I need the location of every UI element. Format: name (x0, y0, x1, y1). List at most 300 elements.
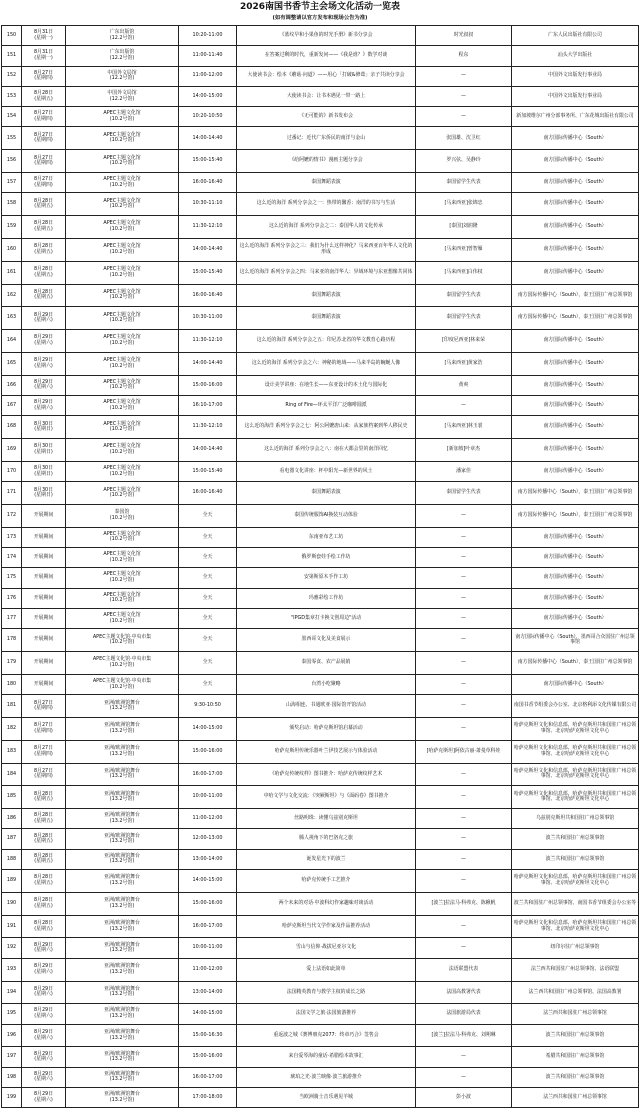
cell-guest-guest: — (461, 793, 466, 800)
cell-guest-guest: 黄爽 (458, 381, 469, 388)
cell-guest (416, 375, 512, 395)
cell-number (2, 238, 22, 261)
cell-activity-activity: 泰国舞蹈表演 (311, 178, 341, 185)
cell-time-time: 14:00-15:00 (192, 92, 223, 99)
cell-number-no: 189 (6, 877, 17, 884)
cell-venue-venue: 亚洲/欧洲馆舞台 (104, 874, 140, 881)
cell-guest-guest: — (461, 574, 466, 581)
cell-activity (237, 849, 416, 869)
cell-venue (66, 938, 179, 958)
cell-activity (237, 674, 416, 694)
cell-date-date: 8月27日 (33, 722, 54, 729)
cell-date-day: (星期六) (34, 404, 53, 411)
cell-time (179, 829, 237, 849)
cell-date (22, 26, 66, 46)
cell-time (179, 307, 237, 330)
cell-activity (237, 461, 416, 481)
cell-number-no: 199 (6, 1093, 17, 1100)
cell-time-time: 16:00-17:00 (192, 922, 223, 929)
table-row (2, 193, 639, 216)
cell-date-date: 8月29日 (33, 1050, 54, 1057)
cell-time-time: 10:20-11:00 (192, 31, 223, 38)
cell-organizer-org: 南国书香节组委会办公室、北京格利添文化传媒有限公司 (513, 702, 637, 709)
cell-activity-activity: "IPGD集章打卡换文创周边"活动 (290, 614, 362, 621)
cell-date-day: (星期四) (34, 705, 53, 712)
cell-number-no: 165 (6, 360, 17, 367)
cell-organizer (512, 238, 639, 261)
cell-activity (237, 740, 416, 763)
cell-activity-activity: 看电器文化讲座：杯中阳光—新世界的风土 (279, 467, 373, 474)
cell-venue-venue: 亚洲/欧洲馆舞台 (104, 919, 140, 926)
cell-date-date: 8月28日 (33, 197, 54, 204)
cell-guest (416, 981, 512, 1004)
cell-time (179, 1047, 237, 1067)
cell-date (22, 261, 66, 284)
cell-number-no: 153 (6, 92, 17, 99)
cell-date-date: 8月27日 (33, 699, 54, 706)
cell-date (22, 66, 66, 86)
cell-time (179, 809, 237, 829)
cell-organizer-org: 广东人民出版社有限公司 (548, 31, 602, 38)
cell-venue-venue: APEC主题文化馆 (103, 110, 141, 117)
cell-date-date: 8月30日 (33, 420, 54, 427)
cell-number (2, 261, 22, 284)
table-row (2, 740, 639, 763)
table-row (2, 396, 639, 416)
cell-time-time: 14:00-14:40 (192, 134, 223, 141)
cell-guest (416, 482, 512, 505)
cell-guest (416, 505, 512, 528)
cell-date-day: (星期五) (34, 858, 53, 865)
cell-time-time: 15:00-16:00 (192, 747, 223, 754)
cell-venue-venue: 亚洲/欧洲馆舞台 (104, 897, 140, 904)
cell-venue-hall: (10.2号馆) (109, 514, 135, 521)
cell-activity-activity: 《哈萨克传统纹样》图书推介：哈萨克传统纹样艺术 (269, 770, 383, 777)
cell-activity-activity: 这么近的海洋 系列分享会之五：印尼苏北省的华文教育心路历程 (256, 337, 396, 344)
table-row (2, 1004, 639, 1024)
cell-activity (237, 396, 416, 416)
cell-venue-hall: (13.2号馆) (109, 1013, 135, 1019)
cell-venue (66, 568, 179, 588)
cell-organizer-org: 哈萨克斯坦文化和信息部、哈萨克斯坦共和国驻广州总领事馆、北京哈萨克斯坦文化中心 (513, 745, 637, 757)
cell-time (179, 216, 237, 239)
cell-date-day: (星期六) (34, 340, 53, 347)
table-row (2, 330, 639, 353)
cell-date-day: (星期六) (34, 1034, 53, 1041)
cell-guest-guest: — (461, 770, 466, 777)
cell-guest (416, 261, 512, 284)
cell-organizer-org: 汕头大学出版社 (557, 52, 593, 59)
cell-venue-venue: APEC主题文化馆 (103, 288, 141, 295)
cell-guest (416, 216, 512, 239)
cell-time (179, 652, 237, 675)
table-row (2, 695, 639, 718)
cell-time-time: 10:00-11:00 (192, 793, 223, 800)
cell-venue-hall: (13.2号馆) (109, 705, 135, 712)
cell-venue (66, 284, 179, 307)
cell-guest-guest: 泰国留学生代表 (446, 314, 481, 321)
cell-date-day: (星期六) (34, 362, 53, 369)
cell-activity (237, 86, 416, 106)
cell-activity-activity: 哈萨克斯坦当代文学作家及作品推荐活动 (281, 922, 371, 929)
cell-guest-guest: — (461, 725, 466, 732)
cell-number (2, 330, 22, 353)
cell-activity (237, 763, 416, 786)
cell-activity (237, 695, 416, 718)
cell-venue (66, 505, 179, 528)
cell-activity-activity: 《无可能的》新书发布会 (299, 113, 353, 120)
cell-venue-hall: (12.2号馆) (109, 34, 135, 41)
cell-time-time: 16:00-16:40 (192, 291, 223, 298)
cell-date-date: 8月29日 (33, 1070, 54, 1077)
cell-venue (66, 829, 179, 849)
cell-venue-hall: (10.2号馆) (109, 492, 135, 499)
cell-guest-guest: [泰国]刘润隆 (449, 223, 478, 230)
table-row (2, 46, 639, 66)
cell-guest (416, 26, 512, 46)
cell-guest (416, 1024, 512, 1047)
cell-date (22, 439, 66, 462)
cell-organizer (512, 261, 639, 284)
cell-time (179, 786, 237, 809)
cell-activity (237, 107, 416, 127)
cell-number (2, 674, 22, 694)
cell-date-date: 8月29日 (33, 963, 54, 970)
cell-number-no: 176 (6, 594, 17, 601)
cell-venue (66, 958, 179, 981)
cell-activity (237, 216, 416, 239)
cell-guest (416, 629, 512, 652)
cell-organizer (512, 216, 639, 239)
cell-venue (66, 173, 179, 193)
cell-number (2, 892, 22, 915)
cell-venue (66, 46, 179, 66)
cell-number (2, 193, 22, 216)
cell-venue (66, 127, 179, 150)
cell-venue-venue: APEC主题文化馆 (103, 131, 141, 138)
cell-venue (66, 1047, 179, 1067)
cell-date-date: 8月27日 (33, 110, 54, 117)
cell-organizer-org: 南方国际传播中心（South） (543, 246, 607, 253)
cell-date (22, 981, 66, 1004)
cell-time (179, 718, 237, 741)
cell-date-day: (星期四) (34, 160, 53, 167)
cell-number-no: 164 (6, 337, 17, 344)
cell-venue-hall: (10.2号馆) (109, 160, 135, 167)
cell-time-time: 全天 (202, 636, 213, 643)
cell-time (179, 66, 237, 86)
cell-number-no: 179 (6, 659, 17, 666)
cell-activity-activity: 俄罗斯套娃手绘工作坊 (301, 553, 351, 560)
cell-organizer (512, 548, 639, 568)
cell-activity-activity: 东南亚布艺工坊 (308, 533, 344, 540)
cell-organizer (512, 892, 639, 915)
cell-activity-activity: 重返波之城《赛博朋克2077：终章巧合》签售会 (273, 1031, 379, 1038)
cell-time (179, 396, 237, 416)
table-row (2, 26, 639, 46)
cell-organizer (512, 958, 639, 981)
cell-activity (237, 1088, 416, 1108)
cell-guest (416, 786, 512, 809)
cell-number (2, 829, 22, 849)
cell-time-time: 11:30-12:10 (192, 337, 223, 344)
cell-venue (66, 66, 179, 86)
cell-guest (416, 439, 512, 462)
cell-date-day: (星期五) (34, 925, 53, 932)
cell-venue-hall: (13.2号馆) (109, 727, 135, 734)
cell-guest-guest: 罗兴弦、吴静玲 (446, 157, 481, 164)
cell-date-date: 8月31日 (33, 49, 54, 56)
cell-date-day: (星期六) (34, 1056, 53, 1063)
cell-venue (66, 150, 179, 173)
cell-date-date: 8月30日 (33, 464, 54, 471)
cell-activity (237, 1004, 416, 1024)
cell-date (22, 763, 66, 786)
cell-guest-guest: — (461, 835, 466, 842)
cell-date-day: (星期四) (34, 773, 53, 780)
cell-venue-venue: APEC主题文化馆·中央市集 (92, 656, 152, 663)
cell-number (2, 809, 22, 829)
cell-organizer-org: 新加坡维尔广州分部事务所、广东花城出版社有限公司 (516, 113, 634, 120)
cell-venue-venue: 亚洲/欧洲馆舞台 (104, 1070, 140, 1077)
cell-organizer-org: 南方国际传播中心（South） (543, 223, 607, 230)
cell-venue-hall: (13.2号馆) (109, 773, 135, 780)
cell-venue (66, 809, 179, 829)
cell-date (22, 86, 66, 106)
cell-date-date: 8月28日 (33, 266, 54, 273)
cell-venue (66, 439, 179, 462)
table-row (2, 482, 639, 505)
cell-organizer-org: 南方国际传播中心（South） (543, 574, 607, 581)
cell-time-time: 全天 (202, 659, 213, 666)
cell-guest (416, 849, 512, 869)
cell-time (179, 588, 237, 608)
cell-venue-venue: APEC主题文化馆 (103, 612, 141, 619)
cell-guest-guest: — (461, 944, 466, 951)
cell-time-time: 14:00-15:00 (192, 725, 223, 732)
cell-date-date: 8月29日 (33, 311, 54, 318)
cell-time-time: 全天 (202, 574, 213, 581)
cell-time-time: 10:30-11:10 (192, 200, 223, 207)
cell-date (22, 829, 66, 849)
cell-number-no: 167 (6, 401, 17, 408)
cell-number-no: 159 (6, 223, 17, 230)
cell-guest (416, 870, 512, 893)
cell-date (22, 375, 66, 395)
cell-date (22, 740, 66, 763)
cell-time-time: 全天 (202, 553, 213, 560)
cell-guest (416, 527, 512, 547)
cell-activity-activity: 这么近的海洋 系列分享会之四：马来亚的南洋华人：异域环境与东亚想像共同体 (239, 268, 413, 275)
cell-number-no: 194 (6, 988, 17, 995)
cell-date-day: (星期四) (34, 727, 53, 734)
cell-number-no: 196 (6, 1031, 17, 1038)
cell-time-time: 17:00-18:00 (192, 1093, 223, 1100)
cell-guest-guest: 程东 (458, 52, 469, 59)
cell-activity (237, 66, 416, 86)
cell-activity (237, 1047, 416, 1067)
cell-activity-activity: 哈萨克传统手工艺推介 (301, 877, 351, 884)
cell-number-no: 154 (6, 113, 17, 120)
cell-date (22, 416, 66, 439)
cell-number-no: 169 (6, 446, 17, 453)
cell-guest-guest: 时光叔叔 (453, 31, 474, 38)
cell-number-no: 190 (6, 899, 17, 906)
cell-activity-activity: 大使读书会：让书本遇见一带一路上 (286, 92, 366, 99)
cell-date (22, 958, 66, 981)
cell-guest (416, 461, 512, 481)
cell-venue-venue: 泰国馆 (114, 509, 130, 516)
cell-number-no: 152 (6, 72, 17, 79)
table-row (2, 870, 639, 893)
cell-time-time: 14:00-14:40 (192, 360, 223, 367)
cell-activity-activity: 泰国零食、农产品展销 (301, 659, 351, 666)
cell-venue (66, 1088, 179, 1108)
cell-guest (416, 66, 512, 86)
cell-guest-guest: 泰国留学生代表 (446, 489, 481, 496)
cell-venue-venue: APEC主题文化馆 (103, 464, 141, 471)
cell-venue (66, 86, 179, 106)
cell-venue (66, 396, 179, 416)
cell-time (179, 505, 237, 528)
cell-time-time: 13:00-14:00 (192, 855, 223, 862)
cell-date-date: 8月28日 (33, 832, 54, 839)
cell-venue-venue: APEC主题文化馆 (103, 378, 141, 385)
cell-number-no: 193 (6, 965, 17, 972)
cell-guest-guest: 泰国留学生代表 (446, 178, 481, 185)
cell-venue (66, 1024, 179, 1047)
cell-organizer-org: 南方国际传播中心（South） (543, 467, 607, 474)
cell-activity (237, 958, 416, 981)
cell-guest-guest: — (461, 855, 466, 862)
cell-time-time: 11:00-12:00 (192, 72, 223, 79)
cell-guest-guest: — (461, 702, 466, 709)
cell-date-day: (星期六) (34, 1076, 53, 1083)
cell-venue (66, 261, 179, 284)
table-row (2, 461, 639, 481)
cell-number (2, 216, 22, 239)
cell-organizer (512, 150, 639, 173)
cell-organizer (512, 482, 639, 505)
cell-venue-hall: (10.2号馆) (109, 426, 135, 433)
cell-number (2, 958, 22, 981)
cell-time-time: 9:30-10:50 (194, 702, 221, 709)
cell-date-date: 8月28日 (33, 243, 54, 250)
cell-number-no: 195 (6, 1010, 17, 1017)
cell-date-date: 8月29日 (33, 399, 54, 406)
cell-number (2, 107, 22, 127)
cell-venue-venue: 亚洲/欧洲馆舞台 (104, 812, 140, 819)
cell-organizer-org: 南方国际传播中心（South），泰王国驻广州总领事馆 (517, 659, 633, 666)
cell-date-day: (星期四) (34, 137, 53, 144)
cell-number-no: 184 (6, 770, 17, 777)
cell-guest-guest: [哈萨克斯坦]阿依古丽·萧曼草科娃 (426, 747, 501, 754)
cell-date (22, 238, 66, 261)
cell-venue (66, 763, 179, 786)
cell-number (2, 629, 22, 652)
table-row (2, 588, 639, 608)
cell-guest-guest: 泰国留学生代表 (446, 291, 481, 298)
cell-date-date: 8月31日 (33, 29, 54, 36)
cell-activity (237, 829, 416, 849)
cell-time-time: 全天 (202, 533, 213, 540)
cell-activity (237, 568, 416, 588)
cell-number-no: 187 (6, 835, 17, 842)
cell-guest (416, 548, 512, 568)
cell-date-date: 8月28日 (33, 220, 54, 227)
cell-number (2, 416, 22, 439)
cell-number-no: 155 (6, 134, 17, 141)
cell-activity-activity: 墨西哥文化及美食展示 (301, 636, 351, 643)
cell-number (2, 1088, 22, 1108)
cell-time (179, 284, 237, 307)
cell-date-date: 开展期间 (33, 594, 54, 601)
cell-venue-venue: 亚洲/欧洲馆舞台 (104, 790, 140, 797)
table-row (2, 375, 639, 395)
cell-venue-hall: (10.2号馆) (109, 203, 135, 210)
cell-date-day: (星期六) (34, 1013, 53, 1019)
cell-date-day: (星期六) (34, 317, 53, 324)
cell-date-day: (星期五) (34, 838, 53, 845)
events-table (1, 25, 639, 1108)
cell-date-day: (星期五) (34, 902, 53, 909)
cell-venue (66, 609, 179, 629)
cell-venue-hall: (10.2号馆) (109, 556, 135, 563)
cell-time-time: 全天 (202, 680, 213, 687)
cell-organizer-org: 波兰共和国驻广州总领事馆、南国书香节组委会办公室等 (513, 899, 637, 906)
cell-activity (237, 870, 416, 893)
cell-guest (416, 892, 512, 915)
cell-date-day: (星期五) (34, 226, 53, 233)
cell-venue (66, 527, 179, 547)
cell-time-time: 15:00-15:40 (192, 157, 223, 164)
cell-organizer-org: 法兰西共和国驻广州总领事馆 (543, 1010, 607, 1017)
cell-activity (237, 193, 416, 216)
cell-organizer-org: 波兰共和国驻广州总领事馆 (545, 1031, 605, 1038)
cell-date-day: (星期日) (34, 426, 53, 433)
cell-date (22, 193, 66, 216)
cell-organizer (512, 829, 639, 849)
cell-guest (416, 150, 512, 173)
cell-guest-guest: [马来西亚]白伟权 (444, 268, 483, 275)
cell-guest-guest: — (461, 636, 466, 643)
cell-organizer-org: 南方国际传播中心（South） (543, 268, 607, 275)
cell-venue-venue: APEC主题文化馆 (103, 357, 141, 364)
cell-organizer (512, 1024, 639, 1047)
cell-venue-venue: 亚洲/欧洲馆舞台 (104, 963, 140, 970)
cell-time (179, 352, 237, 375)
cell-date (22, 216, 66, 239)
cell-time-time: 16:00-16:40 (192, 178, 223, 185)
cell-organizer (512, 307, 639, 330)
cell-number (2, 981, 22, 1004)
cell-organizer-org: 中国外文出版发行事业局 (548, 92, 602, 99)
cell-organizer (512, 527, 639, 547)
table-row (2, 938, 639, 958)
cell-guest (416, 416, 512, 439)
cell-date-day: (星期日) (34, 492, 53, 499)
cell-organizer (512, 330, 639, 353)
cell-guest (416, 238, 512, 261)
table-row (2, 915, 639, 938)
cell-guest (416, 284, 512, 307)
cell-guest-guest: [印度尼西亚]林来荣 (442, 337, 485, 344)
cell-number (2, 849, 22, 869)
cell-date (22, 330, 66, 353)
cell-date-date: 开展期间 (33, 512, 54, 519)
cell-time (179, 46, 237, 66)
cell-number (2, 1004, 22, 1024)
